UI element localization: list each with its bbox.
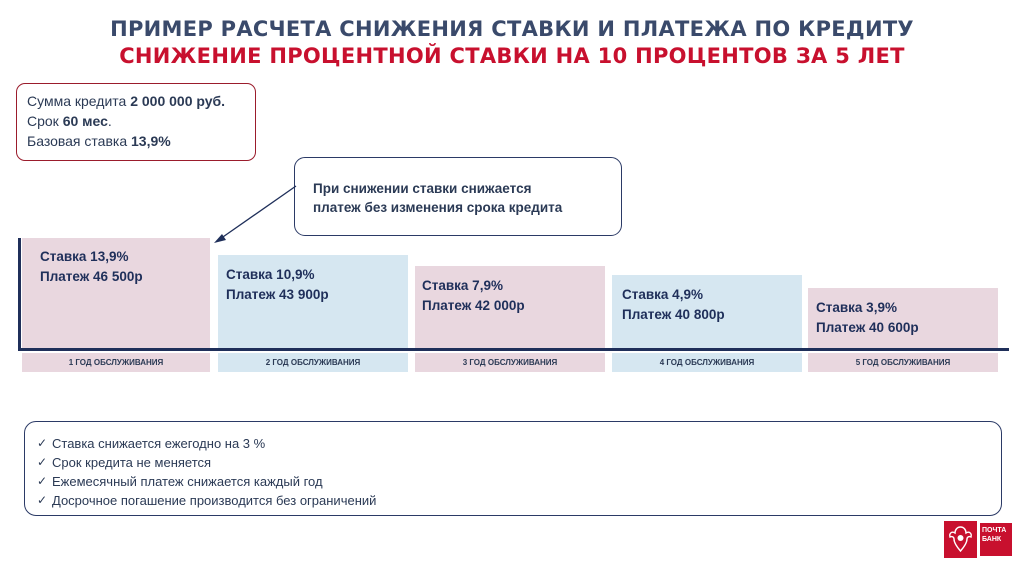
checkmark-icon: ✓ <box>37 474 48 488</box>
year-3-label: 3 ГОД ОБСЛУЖИВАНИЯ <box>415 353 605 372</box>
note-text: Ежемесячный платеж снижается каждый год <box>52 474 323 489</box>
loan-term-label: Срок <box>27 113 63 129</box>
note-item <box>37 453 1001 472</box>
callout-line-2: платеж без изменения срока кредита <box>313 200 563 215</box>
logo-line-2: БАНК <box>982 536 1002 543</box>
loan-rate-label: Базовая ставка <box>27 133 131 149</box>
year-3-bar <box>415 266 605 348</box>
year-5-payment: Платеж 40 600р <box>816 320 919 335</box>
year-5-label: 5 ГОД ОБСЛУЖИВАНИЯ <box>808 353 998 372</box>
year-4-bar <box>612 275 802 348</box>
loan-rate-value: 13,9% <box>131 133 171 149</box>
loan-term-value: 60 мес <box>62 113 108 129</box>
year-5-bar <box>808 288 998 348</box>
loan-amount-value: 2 000 000 руб. <box>130 93 226 109</box>
checkmark-icon: ✓ <box>37 436 48 450</box>
year-1-payment: Платеж 46 500р <box>40 269 143 284</box>
callout-box <box>294 157 622 236</box>
checkmark-icon: ✓ <box>37 493 48 507</box>
year-1-bar <box>22 238 210 348</box>
year-3-payment: Платеж 42 000р <box>422 298 525 313</box>
year-4-payment: Платеж 40 800р <box>622 307 725 322</box>
note-item <box>37 491 1001 510</box>
loan-term-suffix: . <box>107 113 112 129</box>
year-5-rate: Ставка 3,9% <box>816 300 897 315</box>
pochta-bank-logo <box>944 521 1012 558</box>
year-2-payment: Платеж 43 900р <box>226 287 329 302</box>
callout-line-1: При снижении ставки снижается <box>313 181 532 196</box>
year-2-rate: Ставка 10,9% <box>226 267 315 282</box>
note-text: Срок кредита не меняется <box>52 455 212 470</box>
year-1-rate: Ставка 13,9% <box>40 249 129 264</box>
loan-amount-row <box>27 91 255 111</box>
year-1-label: 1 ГОД ОБСЛУЖИВАНИЯ <box>22 353 210 372</box>
year-4-rate: Ставка 4,9% <box>622 287 703 302</box>
axis-vertical <box>18 238 21 351</box>
note-text: Ставка снижается ежегодно на 3 % <box>52 436 266 451</box>
note-item <box>37 434 1001 453</box>
page-subtitle: СНИЖЕНИЕ ПРОЦЕНТНОЙ СТАВКИ НА 10 ПРОЦЕНТОВ ЗА 5 ЛЕТ <box>119 44 905 68</box>
logo-wordmark <box>980 523 1012 556</box>
loan-rate-row <box>27 131 255 151</box>
logo-line-1: ПОЧТА <box>982 527 1007 534</box>
eagle-emblem-icon <box>944 521 977 558</box>
page-title: ПРИМЕР РАСЧЕТА СНИЖЕНИЯ СТАВКИ И ПЛАТЕЖА ПО КРЕДИТУ <box>110 17 914 41</box>
year-4-label: 4 ГОД ОБСЛУЖИВАНИЯ <box>612 353 802 372</box>
note-text: Досрочное погашение производится без ограничений <box>52 493 377 508</box>
notes-box <box>24 421 1002 516</box>
note-item <box>37 472 1001 491</box>
axis-horizontal <box>18 348 1009 351</box>
year-3-rate: Ставка 7,9% <box>422 278 503 293</box>
loan-info-box <box>16 83 256 161</box>
checkmark-icon: ✓ <box>37 455 48 469</box>
year-2-label: 2 ГОД ОБСЛУЖИВАНИЯ <box>218 353 408 372</box>
loan-amount-label: Сумма кредита <box>27 93 131 109</box>
year-2-bar <box>218 255 408 348</box>
loan-term-row <box>27 111 255 131</box>
